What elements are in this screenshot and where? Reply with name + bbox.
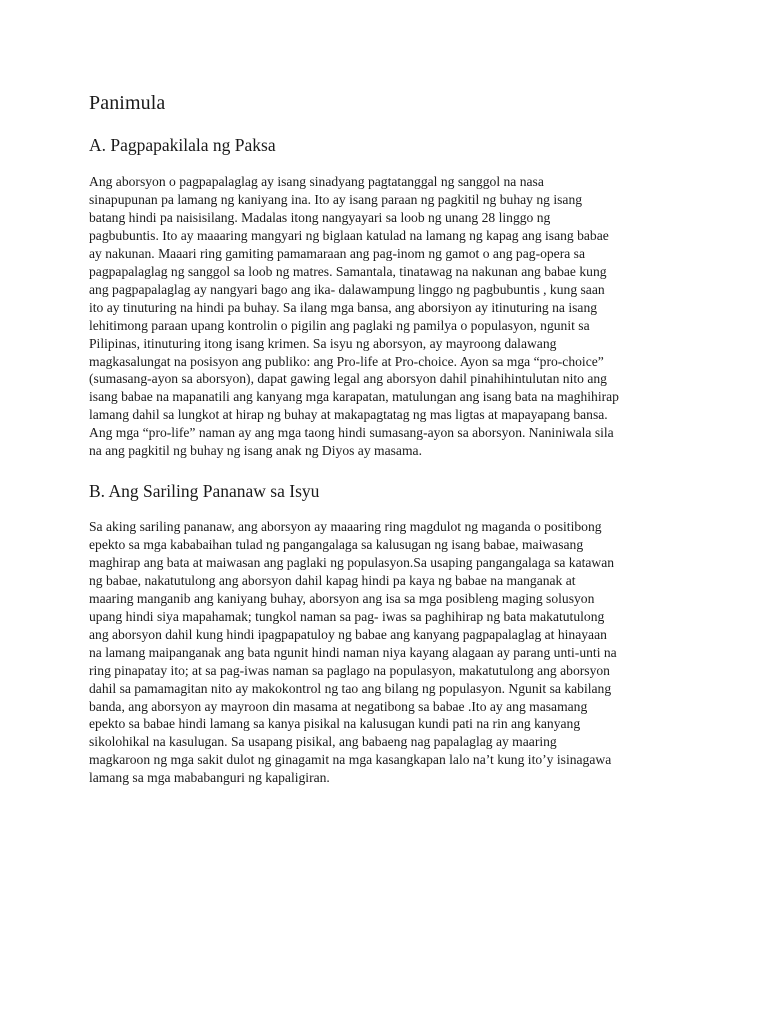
document-title: Panimula	[89, 92, 166, 114]
paragraph-line: na lamang maipanganak ang bata ngunit hindi naman niya kayang alagaan ay parang unti-unti na	[89, 644, 617, 660]
paragraph-line: Ang aborsyon o pagpapalaglag ay isang sinadyang pagtatanggal ng sanggol na nasa	[89, 174, 544, 189]
paragraph-line: na ang pagkitil ng buhay ng isang anak ng Diyos ay masama.	[89, 443, 422, 459]
paragraph-line: dahil sa pamamagitan nito ay makokontrol ng tao ang bilang ng populasyon. Ngunit sa kabilang	[89, 680, 612, 696]
paragraph-line: maaring manganib ang kaniyang buhay, aborsyon ang isa sa mga posibleng maging solusyon	[89, 590, 595, 606]
section-heading-b: B. Ang Sariling Pananaw sa Isyu	[89, 481, 320, 501]
section-a-paragraph	[89, 173, 689, 460]
paragraph-line: ring pinapatay ito; at sa pag-iwas naman sa paglago na populasyon, makatutulong ang aborsyon	[89, 662, 610, 678]
paragraph-line: maghirap ang bata at maiwasan ang paglaki ng populasyon.Sa usaping pangangalaga sa katawan	[89, 554, 615, 570]
paragraph-line: ay nakunan. Maaari ring gamiting pamamaraan ang pag-inom ng gamot o ang pag-opera sa	[89, 245, 585, 261]
paragraph-line: batang hindi pa naisisilang. Madalas itong nangyayari sa loob ng unang 28 linggo ng	[89, 209, 551, 225]
paragraph-line: magkasalungat na posisyon ang publiko: ang Pro-life at Pro-choice. Ayon sa mga “pro-choice”	[89, 353, 604, 369]
paragraph-line: banda, ang aborsyon ay mayroon din masama at negatibong sa babae .Ito ay ang masamang	[89, 698, 588, 714]
paragraph-line: isang babae na mapanatili ang kanyang mga karapatan, matulungan ang isang bata na maghihirap	[89, 389, 619, 405]
section-b-paragraph	[89, 518, 689, 787]
paragraph-line: lehitimong paraan upang kontrolin o pigilin ang paglaki ng pamilya o populasyon, ngunit sa	[89, 317, 590, 333]
paragraph-line: ang aborsyon dahil kung hindi ipagpapatuloy ng babae ang kanyang pagpapalaglag at hinayaan	[89, 626, 607, 642]
paragraph-line: ito ay tinuturing na hindi pa buhay. Sa ilang mga bansa, ang aborsiyon ay itinuturing na isang	[89, 299, 598, 315]
paragraph-line: lamang dahil sa lungkot at hirap ng buhay at makapagtatag ng mas ligtas at mapayapang bansa.	[89, 407, 608, 423]
paragraph-line: (sumasang-ayon sa aborsyon), dapat gawing legal ang aborsyon dahil pinahihintulutan nito ang	[89, 371, 607, 387]
paragraph-line: pagpapalaglag ng sanggol sa loob ng matres. Samantala, tinatawag na nakunan ang babae kung	[89, 263, 607, 279]
paragraph-line: pagbubuntis. Ito ay maaaring mangyari ng biglaan katulad na lamang ng kapag ang isang babae	[89, 227, 609, 243]
paragraph-line: sinapupunan pa lamang ng kaniyang ina. Ito ay isang paraan ng pagkitil ng buhay ng isang	[89, 191, 583, 207]
paragraph-line: ng babae, nakatutulong ang aborsyon dahil kapag hindi pa kaya ng babae na manganak at	[89, 572, 576, 588]
paragraph-line: Pilipinas, itinuturing itong isang krimen. Sa isyu ng aborsyon, ay mayroong dalawang	[89, 335, 557, 351]
paragraph-line: epekto sa mga kababaihan tulad ng pangangalaga sa kalusugan ng isang babae, maiwasang	[89, 536, 584, 552]
paragraph-line: upang hindi siya mapahamak; tungkol naman sa pag- iwas sa paghihirap ng bata makatutulong	[89, 608, 605, 624]
paragraph-line: epekto sa babae hindi lamang sa kanya pisikal na kalusugan kundi pati na rin ang kanyang	[89, 716, 581, 732]
paragraph-line: ang pagpapalaglag ay nangyari bago ang ika- dalawampung linggo ng pagbubuntis , kung saan	[89, 281, 605, 297]
paragraph-line: Ang mga “pro-life” naman ay ang mga taong hindi sumasang-ayon sa aborsyon. Naniniwala sila	[89, 425, 614, 441]
paragraph-line: sikolohikal na kasulugan. Sa usapang pisikal, ang babaeng nag papalaglag ay maaring	[89, 734, 557, 750]
paragraph-line: magkaroon ng mga sakit dulot ng ginagamit na mga kasangkapan lalo na’t kung ito’y isinagawa	[89, 752, 612, 768]
paragraph-line: Sa aking sariling pananaw, ang aborsyon ay maaaring ring magdulot ng maganda o positibong	[89, 519, 602, 534]
section-heading-a: A. Pagpapakilala ng Paksa	[89, 135, 276, 155]
paragraph-line: lamang sa mga mababanguri ng kapaligiran.	[89, 770, 330, 786]
